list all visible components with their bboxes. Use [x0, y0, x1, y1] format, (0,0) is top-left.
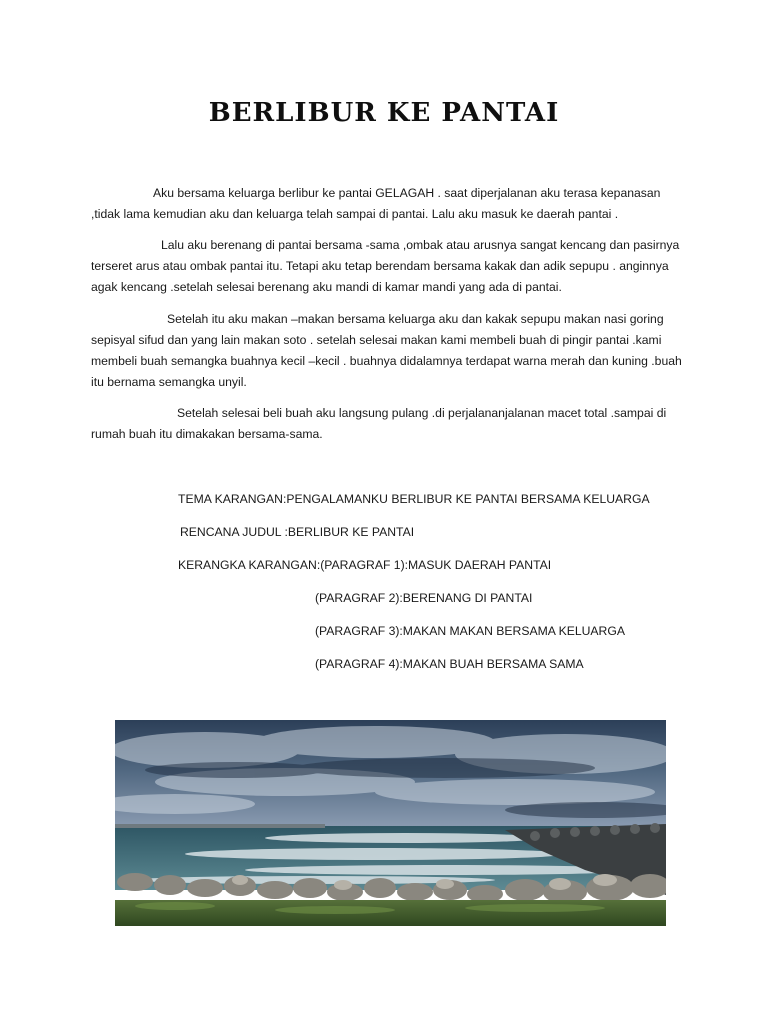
paragraph-4	[91, 403, 691, 445]
paragraph-2	[91, 235, 691, 298]
outline-paragraf-2: (PARAGRAF 2):BERENANG DI PANTAI	[315, 591, 533, 605]
paragraph-4-text: Setelah selesai beli buah aku langsung pulang .di perjalananjalanan macet total .sampai di rumah buah itu dimakakan bersama-sama.	[91, 406, 667, 441]
paragraph-1-text: Aku bersama keluarga berlibur ke pantai GELAGAH . saat diperjalanan aku terasa kepanasan ,tidak lama kemudian aku dan keluarga telah sampai di pantai. Lalu aku masuk ke daerah pantai .	[91, 186, 661, 221]
outline-tema: TEMA KARANGAN:PENGALAMANKU BERLIBUR KE PANTAI BERSAMA KELUARGA	[178, 492, 650, 506]
paragraph-2-text: Lalu aku berenang di pantai bersama -sama ,ombak atau arusnya sangat kencang dan pasirnya terseret arus atau ombak pantai itu. Tetapi aku tetap berendam bersama kakak dan adik sepupu . anginnya agak kencang .setelah selesai berenang aku mandi di kamar mandi yang ada di pantai.	[91, 238, 680, 294]
outline-kerangka: KERANGKA KARANGAN:(PARAGRAF 1):MASUK DAERAH PANTAI	[178, 558, 552, 572]
beach-photo	[115, 720, 666, 926]
outline-paragraf-3: (PARAGRAF 3):MAKAN MAKAN BERSAMA KELUARGA	[315, 624, 625, 638]
document-title: BERLIBUR KE PANTAI	[208, 98, 560, 128]
outline-judul: RENCANA JUDUL :BERLIBUR KE PANTAI	[180, 525, 415, 539]
paragraph-3-text: Setelah itu aku makan –makan bersama keluarga aku dan kakak sepupu makan nasi goring sepisyal sifud dan yang lain makan soto . setelah selesai makan kami membeli buah di pingir pantai .kami membeli buah semangka buahnya kecil –kecil . buahnya didalamnya terdapat warna merah dan kuning .buah itu bernama semangka unyil.	[91, 312, 682, 389]
outline-paragraf-4: (PARAGRAF 4):MAKAN BUAH BERSAMA SAMA	[315, 657, 584, 671]
paragraph-1	[91, 183, 691, 225]
paragraph-3	[91, 309, 691, 393]
